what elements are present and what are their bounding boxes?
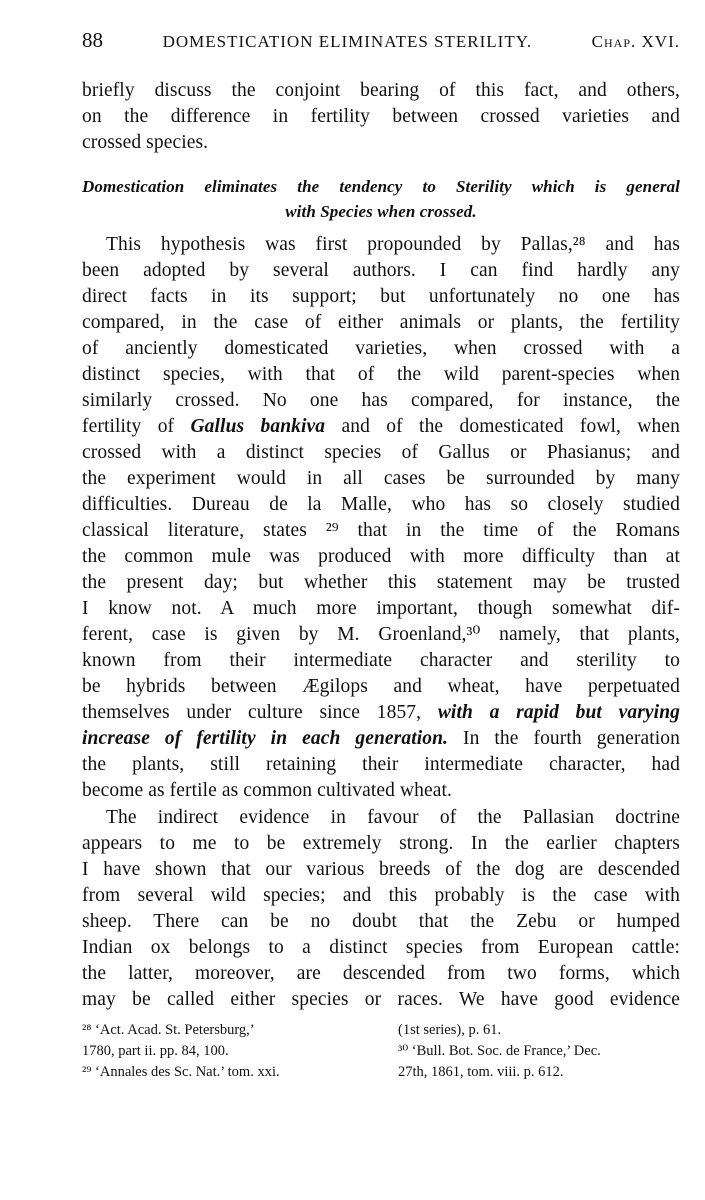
footnotes-right-column: [398, 1020, 680, 1083]
section-subheading: [82, 174, 680, 224]
text-line: direct facts in its support; but unfortunately no one has: [82, 286, 680, 307]
text-line: the present day; but whether this statement may be trusted: [82, 572, 680, 593]
footnote-line: ²⁸ ‘Act. Acad. St. Petersburg,’: [82, 1022, 255, 1038]
text-line: ferent, case is given by M. Groenland,³⁰ namely, that plants,: [82, 624, 680, 645]
emphasis-text: increase of fertility in each generation.: [82, 728, 449, 749]
text-line: compared, in the case of either animals or plants, the fertility: [82, 312, 680, 333]
text-line: crossed species.: [82, 132, 209, 153]
text-line: fertility of Gallus bankiva and of the domesticated fowl, when: [82, 416, 680, 437]
footnote-line: ³⁰ ‘Bull. Bot. Soc. de France,’ Dec.: [398, 1043, 601, 1059]
emphasis-text: with a rapid but varying: [437, 702, 680, 723]
emphasis-text: Gallus bankiva: [190, 416, 326, 437]
subheading-line: Domestication eliminates the tendency to Sterility which is general: [82, 177, 680, 196]
running-title: DOMESTICATION ELIMINATES STERILITY.: [162, 32, 533, 51]
footnote-line: (1st series), p. 61.: [398, 1022, 502, 1038]
text-line: Indian ox belongs to a distinct species from European cattle:: [82, 937, 680, 958]
text-line: become as fertile as common cultivated wheat.: [82, 780, 452, 801]
text-line: been adopted by several authors. I can find hardly any: [82, 260, 680, 281]
text-line: known from their intermediate character and sterility to: [82, 650, 680, 671]
page-number: 88: [82, 28, 103, 52]
text-line: the common mule was produced with more difficulty than at: [82, 546, 680, 567]
text-line: The indirect evidence in favour of the Pallasian doctrine: [106, 807, 680, 828]
text-line: This hypothesis was first propounded by Pallas,²⁸ and has: [106, 234, 680, 255]
text-line: similarly crossed. No one has compared, for instance, the: [82, 390, 680, 411]
text-line: difficulties. Dureau de la Malle, who has so closely studied: [82, 494, 680, 515]
footnote-line: 1780, part ii. pp. 84, 100.: [82, 1043, 229, 1059]
running-header: [82, 28, 680, 53]
intro-text: [82, 78, 680, 156]
chapter-label: Chap. XVI.: [591, 32, 680, 51]
text-line: briefly discuss the conjoint bearing of this fact, and others,: [82, 80, 680, 101]
text-line: classical literature, states ²⁹ that in the time of the Romans: [82, 520, 680, 541]
text-line: may be called either species or races. We have good evidence: [82, 989, 680, 1010]
footnote-line: 27th, 1861, tom. viii. p. 612.: [398, 1064, 564, 1080]
text-line: from several wild species; and this probably is the case with: [82, 885, 680, 906]
text-line: crossed with a distinct species of Gallus or Phasianus; and: [82, 442, 680, 463]
text-line: the experiment would in all cases be surrounded by many: [82, 468, 680, 489]
text-line: increase of fertility in each generation. In the fourth generation: [82, 728, 681, 749]
text-line: appears to me to be extremely strong. In the earlier chapters: [82, 833, 680, 854]
text-line: on the difference in fertility between crossed varieties and: [82, 106, 680, 127]
text-line: distinct species, with that of the wild parent-species when: [82, 364, 680, 385]
paragraph-pallas-hypothesis: [82, 232, 680, 804]
text-line: I have shown that our various breeds of the dog are descended: [82, 859, 680, 880]
footnotes-left-column: [82, 1020, 382, 1083]
subheading-line: with Species when crossed.: [285, 202, 477, 221]
text-line: the plants, still retaining their intermediate character, had: [82, 754, 680, 775]
footnote-line: ²⁹ ‘Annales des Sc. Nat.’ tom. xxi.: [82, 1064, 280, 1080]
text-line: sheep. There can be no doubt that the Zebu or humped: [82, 911, 680, 932]
text-line: be hybrids between Ægilops and wheat, have perpetuated: [82, 676, 680, 697]
text-line: of anciently domesticated varieties, when crossed with a: [82, 338, 680, 359]
paragraph-indirect-evidence: [82, 805, 680, 1013]
text-line: the latter, moreover, are descended from two forms, which: [82, 963, 680, 984]
text-line: I know not. A much more important, though somewhat dif-: [82, 598, 680, 619]
text-line: themselves under culture since 1857, with a rapid but varying: [82, 702, 680, 723]
